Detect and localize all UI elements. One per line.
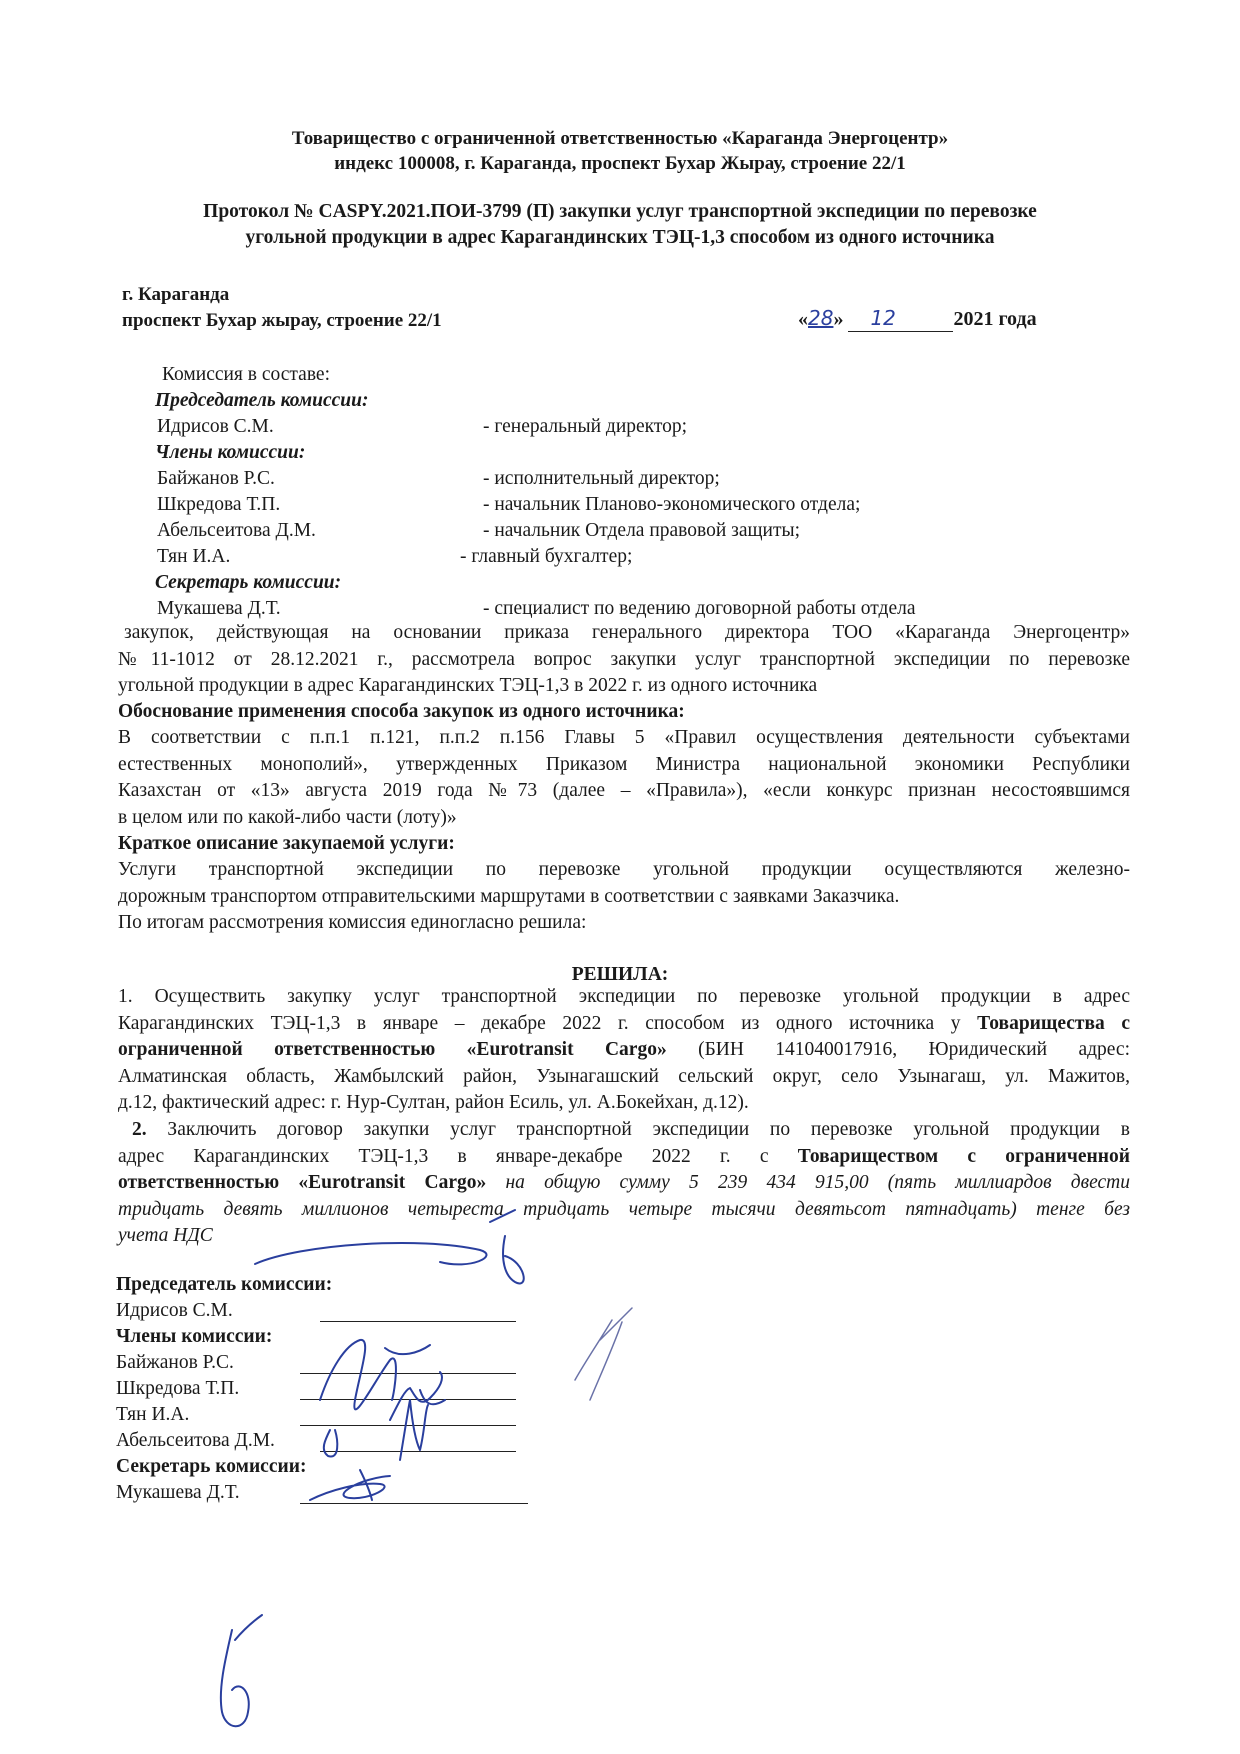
text-fragment: д.12, фактический адрес: г. Нур-Султан, район Есиль, ул. А.Бокейхан, д.12).: [118, 1092, 749, 1113]
text-line: В соответствии с п.п.1 п.121, п.п.2 п.156 Главы 5 «Правил осуществления деятельности субъектами: [118, 727, 1130, 748]
sig-member-name: Байжанов Р.С.: [116, 1352, 234, 1373]
date-day: 28: [808, 306, 834, 330]
text-line: Казахстан от «13» августа 2019 года №73 (далее – «Правила»), «если конкурс признан несостоявшимся: [118, 780, 1130, 801]
date-open-quote: «: [798, 308, 808, 330]
chair-role: - генеральный директор;: [483, 416, 688, 437]
sig-secretary-name: Мукашева Д.Т.: [116, 1482, 240, 1503]
sig-members-heading: Члены комиссии:: [116, 1326, 273, 1347]
bold-fragment: ответственностью «Eurotransit Cargo»: [118, 1172, 487, 1193]
text-fragment: 1. Осуществить закупку услуг транспортной экспедиции по перевозке угольной продукции в адрес: [118, 986, 1130, 1007]
org-name: Товарищество с ограниченной ответственностью «Караганда Энергоцентр»: [291, 128, 949, 149]
member-name: Байжанов Р.С.: [157, 468, 275, 489]
bold-fragment: Товарищества с: [977, 1012, 1131, 1034]
protocol-title-line2: угольной продукции в адрес Карагандинских ТЭЦ-1,3 способом из одного источника: [245, 227, 995, 248]
chair-signature: [255, 1210, 524, 1283]
italic-fragment: на общую сумму 5 239 434 915,00 (пять миллиардов двести: [486, 1172, 1131, 1193]
secretary-name: Мукашева Д.Т.: [157, 598, 281, 619]
service-heading: Краткое описание закупаемой услуги:: [118, 833, 455, 854]
member-role: - исполнительный директор;: [483, 468, 720, 489]
org-address: индекс 100008, г. Караганда, проспект Бухар Жырау, строение 22/1: [334, 153, 906, 174]
bold-fragment: 2.: [132, 1119, 147, 1140]
text-fragment: (БИН 141040017916, Юридический адрес:: [666, 1039, 1130, 1060]
member-name: Тян И.А.: [157, 546, 231, 567]
text-line: №11-1012 от 28.12.2021 г., рассмотрела вопрос закупки услуг транспортной экспедиции по перевозке: [118, 648, 1130, 670]
secretary-role: - специалист по ведению договорной работы отдела: [483, 598, 916, 619]
sig-secretary-heading: Секретарь комиссии:: [116, 1456, 307, 1477]
member-signature: [324, 1430, 337, 1457]
protocol-title-line1: Протокол № CASPY.2021.ПОИ-3799 (П) закупки услуг транспортной экспедиции по перевозке: [203, 201, 1037, 222]
initials-mark: [221, 1615, 262, 1726]
justification-heading: Обоснование применения способа закупок из одного источника:: [118, 701, 685, 722]
decision-title: РЕШИЛА:: [571, 964, 669, 985]
text-line: естественных монополий», утвержденных Приказом Министра национальной экономики Республики: [118, 753, 1130, 775]
secretary-signature: [310, 1470, 390, 1500]
member-signature: [400, 1400, 428, 1460]
member-role: - начальник Отдела правовой защиты;: [483, 520, 800, 541]
commission-intro: Комиссия в составе:: [162, 364, 330, 385]
date-year: 2021 года: [953, 308, 1037, 330]
text-line: закупок, действующая на основании приказа генерального директора ТОО «Караганда Энергоцентр»: [124, 622, 1130, 643]
member-name: Шкредова Т.П.: [157, 494, 281, 515]
text-line: Услуги транспортной экспедиции по перевозке угольной продукции осуществляются железно-: [118, 859, 1130, 880]
text-fragment: адрес Карагандинских ТЭЦ-1,3 в январе-декабре 2022 г. с: [118, 1145, 798, 1167]
sig-member-name: Шкредова Т.П.: [116, 1378, 240, 1399]
text-fragment: Алматинская область, Жамбылский район, Узынагашский сельский округ, село Узынагаш, ул. Мажитов,: [118, 1065, 1130, 1087]
text-line: угольной продукции в адрес Карагандинских ТЭЦ-1,3 в 2022 г. из одного источника: [118, 675, 818, 696]
italic-fragment: тридцать девять миллионов четыреста тридцать четыре тысячи девятьсот пятнадцать) тенге без: [118, 1198, 1130, 1220]
date-month: 12: [870, 306, 896, 330]
result-intro: По итогам рассмотрения комиссия единогласно решила:: [118, 912, 587, 933]
bold-fragment: Товариществом с ограниченной: [797, 1145, 1130, 1167]
sig-member-name: Тян И.А.: [116, 1404, 190, 1425]
text-fragment: Карагандинских ТЭЦ-1,3 в январе – декабре 2022 г. способом из одного источника у: [118, 1012, 978, 1034]
member-name: Абельсеитова Д.М.: [157, 520, 316, 541]
bold-fragment: ограниченной ответственностью «Eurotransit Cargo»: [118, 1039, 667, 1060]
sig-chair-heading: Председатель комиссии:: [116, 1274, 333, 1295]
italic-fragment: учета НДС: [118, 1225, 213, 1246]
chair-name: Идрисов С.М.: [157, 416, 274, 437]
members-heading: Члены комиссии:: [155, 442, 306, 463]
date-close-quote: »: [833, 308, 844, 330]
secretary-heading: Секретарь комиссии:: [155, 572, 342, 593]
member-signature: [390, 1372, 445, 1420]
approval-signature: [575, 1308, 632, 1400]
member-signature: [320, 1340, 430, 1409]
place-address: проспект Бухар жырау, строение 22/1: [122, 310, 442, 331]
text-line: в целом или по какой-либо части (лоту)»: [118, 806, 457, 828]
member-role: - начальник Планово-экономического отдела;: [483, 494, 861, 515]
member-role: - главный бухгалтер;: [460, 546, 633, 567]
chair-heading: Председатель комиссии:: [155, 390, 369, 411]
place-city: г. Караганда: [122, 284, 230, 305]
sig-chair-name: Идрисов С.М.: [116, 1300, 233, 1321]
sig-member-name: Абельсеитова Д.М.: [116, 1430, 275, 1451]
text-fragment: Заключить договор закупки услуг транспортной экспедиции по перевозке угольной продукции в: [146, 1119, 1130, 1140]
text-line: дорожным транспортом отправительскими маршрутами в соответствии с заявками Заказчика.: [118, 885, 900, 907]
